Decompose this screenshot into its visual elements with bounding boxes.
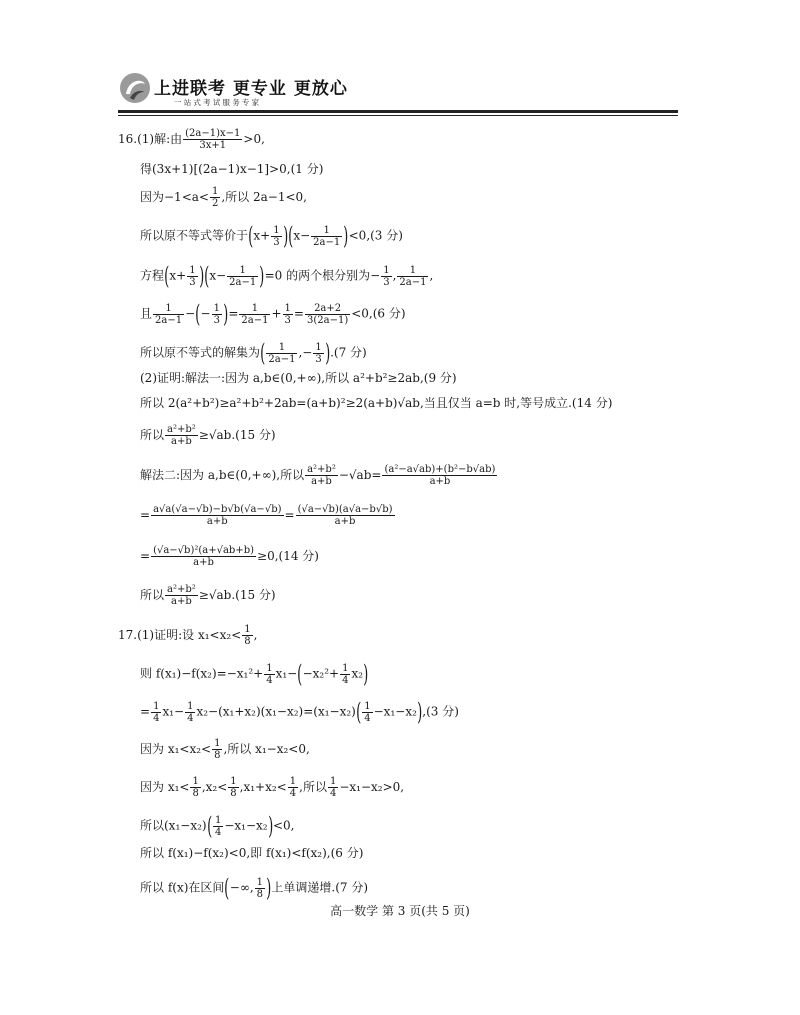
fraction xyxy=(296,504,395,527)
denominator: 3(2a−1) xyxy=(306,314,349,326)
text: −x₁−x₂ xyxy=(373,704,417,719)
denominator: 8 xyxy=(230,788,237,799)
p17-line-6: 所以(x₁−x₂)( $\frac{1}{4}$ −x₁−x₂)<0, xyxy=(140,812,295,840)
denominator: 8 xyxy=(256,888,264,900)
p16-line-12 xyxy=(140,504,396,527)
denominator: a+b xyxy=(382,475,497,487)
fraction xyxy=(227,265,258,288)
fraction xyxy=(288,776,298,799)
numerator: (√a−√b)(a√a−b√b) xyxy=(297,504,393,515)
p17-line-8: 所以 f(x)在区间(−∞, $\frac{1}{8}$ )上单调递增.(7 分) xyxy=(140,874,369,902)
numerator: 1 xyxy=(244,624,251,635)
p16-line-10 xyxy=(140,424,276,447)
numerator: 1 xyxy=(409,264,417,276)
fraction xyxy=(313,342,323,365)
numerator: 1 xyxy=(315,341,322,353)
numerator: 1 xyxy=(214,738,221,749)
header-rule-thin xyxy=(118,115,678,116)
denominator: a+b xyxy=(165,435,198,447)
text: =0 的两个根分别为− xyxy=(264,268,381,283)
denominator: 2a−1 xyxy=(241,314,269,326)
p16-line-1 xyxy=(118,128,265,151)
text: .(15 分) xyxy=(231,588,276,602)
fraction xyxy=(151,545,256,568)
text: = xyxy=(293,306,304,321)
numerator: 1 xyxy=(211,186,219,197)
text: ,当且仅当 a=b 时,等号成立.(14 分) xyxy=(419,396,613,410)
text: x− xyxy=(209,268,227,283)
text: 17.(1)证明:设 x₁<x₂< xyxy=(118,628,242,642)
fraction xyxy=(311,225,342,248)
p16-line-8 xyxy=(140,371,457,385)
brand-tagline: 一站式考试服务专家 xyxy=(174,98,262,107)
denominator: 4 xyxy=(364,712,371,724)
text: 所以 f(x)在区间 xyxy=(140,880,225,895)
page-header xyxy=(118,70,683,120)
text: 所以 xyxy=(140,428,165,442)
fraction xyxy=(382,464,497,487)
fraction xyxy=(271,225,281,248)
numerator: 1 xyxy=(213,302,220,314)
text: ≥ xyxy=(198,428,209,442)
numerator: 1 xyxy=(289,776,297,787)
text: x+ xyxy=(253,228,271,243)
denominator: 3 xyxy=(189,276,196,288)
denominator: a+b xyxy=(151,515,283,527)
text: 方程 xyxy=(140,268,165,283)
p16-line-5: 方程(x+ $\frac{1}{3}$ )(x− $\frac{1}{2a-1}$ )=0 的两个根分别为− $\frac{1}{3}$ , $\frac{1}{2a-1}$ , xyxy=(140,262,434,290)
text: −x₂²+ xyxy=(302,666,340,681)
p17-line-4 xyxy=(140,738,310,761)
numerator: 1 xyxy=(278,341,286,353)
p16-line-2 xyxy=(140,162,323,176)
text: ,所以 2a−1<0, xyxy=(221,190,307,204)
text: ,所以 xyxy=(299,780,327,794)
denominator: 3 xyxy=(284,314,291,326)
p17-line-7 xyxy=(140,846,363,860)
header-rule xyxy=(118,110,678,113)
numerator: 1 xyxy=(256,876,264,888)
text: − xyxy=(200,306,211,321)
text: 因为 x₁< xyxy=(140,780,190,794)
denominator: 2 xyxy=(211,198,219,209)
numerator: 2a+2 xyxy=(314,302,342,314)
denominator: 4 xyxy=(214,826,222,838)
text: √ab xyxy=(208,428,232,442)
text: 且 xyxy=(140,306,153,321)
numerator: 1 xyxy=(364,700,371,712)
denominator: 2a−1 xyxy=(399,276,427,288)
denominator: 4 xyxy=(329,788,337,799)
numerator: 1 xyxy=(342,662,349,674)
numerator: 1 xyxy=(165,302,172,314)
text: ,(3 分) xyxy=(422,704,459,719)
text: , xyxy=(253,628,258,642)
text: , xyxy=(392,268,397,283)
denominator: 2a−1 xyxy=(313,236,341,248)
p16-line-3 xyxy=(140,186,307,209)
fraction xyxy=(264,663,274,686)
fraction xyxy=(283,303,293,326)
fraction xyxy=(151,504,283,527)
numerator: 1 xyxy=(153,700,160,712)
fraction xyxy=(381,265,391,288)
text: 解法二:因为 a,b∈(0,+∞),所以 xyxy=(140,468,305,482)
text: 则 f(x₁)−f(x₂)=−x₁²+ xyxy=(140,666,264,681)
text: = xyxy=(140,704,151,719)
denominator: 4 xyxy=(266,674,273,686)
denominator: 2a−1 xyxy=(155,314,183,326)
numerator: a²+b² xyxy=(167,424,196,435)
denominator: 4 xyxy=(153,712,160,724)
numerator: a²+b² xyxy=(307,464,336,475)
numerator: 1 xyxy=(192,776,199,787)
numerator: 1 xyxy=(266,662,273,674)
numerator: 1 xyxy=(214,814,222,826)
fraction xyxy=(340,663,350,686)
text: −∞, xyxy=(229,880,254,895)
p17-line-2: 则 f(x₁)−f(x₂)=−x₁²+ $\frac{1}{4}$ x₁−(−x₂²+ $\frac{1}{4}$ x₂) xyxy=(140,660,369,688)
fraction xyxy=(212,303,222,326)
text: √ab xyxy=(348,468,372,482)
fraction xyxy=(165,424,198,447)
denominator: 4 xyxy=(289,788,297,799)
p16-line-9 xyxy=(140,396,612,410)
text: 16.(1)解:由 xyxy=(118,132,183,146)
p16-line-11 xyxy=(140,464,498,487)
page-footer: 高一数学 第 3 页(共 5 页) xyxy=(330,904,470,918)
text: = xyxy=(371,468,382,482)
fraction xyxy=(151,701,161,724)
text: <0, xyxy=(272,818,295,833)
text: ≥ xyxy=(198,588,209,602)
text: x₂ xyxy=(351,666,364,681)
fraction xyxy=(185,701,195,724)
fraction xyxy=(305,464,338,487)
fraction xyxy=(183,128,242,151)
fraction xyxy=(190,776,200,799)
text: − xyxy=(185,306,196,321)
text: −x₁−x₂>0, xyxy=(339,780,405,794)
text: x− xyxy=(293,228,311,243)
text: x+ xyxy=(169,268,187,283)
denominator: 3 xyxy=(273,236,280,248)
denominator: 3x+1 xyxy=(183,139,242,151)
text: , xyxy=(429,268,434,283)
denominator: 4 xyxy=(187,712,194,724)
text: √ab xyxy=(397,396,420,410)
denominator: 8 xyxy=(244,636,251,647)
denominator: 3 xyxy=(383,276,390,288)
fraction xyxy=(397,265,428,288)
denominator: a+b xyxy=(151,556,256,568)
denominator: 8 xyxy=(192,788,199,799)
text: −x₁−x₂ xyxy=(224,818,268,833)
p16-line-14 xyxy=(140,584,276,607)
text: 所以 2(a²+b²)≥a²+b²+2ab=(a+b)²≥2(a+b) xyxy=(140,396,398,410)
denominator: 2a−1 xyxy=(268,353,296,365)
fraction xyxy=(328,776,338,799)
denominator: 3 xyxy=(213,314,220,326)
p16-line-13 xyxy=(140,545,319,568)
numerator: 1 xyxy=(187,700,194,712)
numerator: a√a(√a−√b)−b√b(√a−√b) xyxy=(153,504,282,515)
text: <0,(3 分) xyxy=(348,228,403,243)
text: (2)证明:解法一:因为 a,b∈(0,+∞),所以 a²+b²≥2ab,(9 分) xyxy=(140,371,457,385)
denominator: a+b xyxy=(305,475,338,487)
text: 所以原不等式等价于 xyxy=(140,228,249,243)
text: 所以原不等式的解集为 xyxy=(140,345,261,360)
text: = xyxy=(228,306,239,321)
text: − xyxy=(338,468,349,482)
fraction xyxy=(228,776,238,799)
text: ,x₁+x₂< xyxy=(239,780,287,794)
numerator: 1 xyxy=(383,264,390,276)
numerator: (a²−a√ab)+(b²−b√ab) xyxy=(384,464,496,475)
denominator: 8 xyxy=(214,750,221,761)
text: .(15 分) xyxy=(231,428,276,442)
text: .(7 分) xyxy=(330,345,367,360)
numerator: 1 xyxy=(239,264,246,276)
denominator: 2a−1 xyxy=(229,276,257,288)
text: 因为−1<a< xyxy=(140,190,209,204)
fraction xyxy=(242,624,252,647)
numerator: (2a−1)x−1 xyxy=(185,128,241,139)
denominator: 4 xyxy=(342,674,349,686)
text: = xyxy=(140,508,151,522)
fraction xyxy=(239,303,270,326)
text: = xyxy=(284,508,295,522)
fraction xyxy=(187,265,197,288)
p16-line-4: 所以原不等式等价于(x+ $\frac{1}{3}$ )(x− $\frac{1}{2a-1}$ )<0,(3 分) xyxy=(140,222,403,250)
denominator: a+b xyxy=(296,515,395,527)
numerator: (√a−√b)²(a+√ab+b) xyxy=(153,545,255,556)
fraction xyxy=(213,815,223,838)
text: x₁− xyxy=(162,704,185,719)
text: 因为 x₁<x₂< xyxy=(140,742,212,756)
text: x₂−(x₁+x₂)(x₁−x₂)=(x₁−x₂) xyxy=(196,704,356,719)
fraction xyxy=(153,303,184,326)
p17-line-5 xyxy=(140,776,404,799)
p16-line-7: 所以原不等式的解集为( $\frac{1}{2a-1}$ ,− $\frac{1}{3}$ ).(7 分) xyxy=(140,339,367,367)
text: 所以 xyxy=(140,588,165,602)
fraction xyxy=(165,584,198,607)
fraction xyxy=(305,303,350,326)
text: ,x₂< xyxy=(201,780,228,794)
numerator: a²+b² xyxy=(167,584,196,595)
numerator: 1 xyxy=(329,776,337,787)
fraction xyxy=(255,877,265,900)
fraction xyxy=(212,738,222,761)
brand-slogan: 上进联考 更专业 更放心 xyxy=(154,79,348,99)
text: + xyxy=(271,306,282,321)
numerator: 1 xyxy=(230,776,237,787)
numerator: 1 xyxy=(323,224,330,236)
numerator: 1 xyxy=(273,224,280,236)
text: = xyxy=(140,549,151,563)
text: 所以(x₁−x₂) xyxy=(140,818,207,833)
logo-icon xyxy=(118,70,152,106)
numerator: 1 xyxy=(251,302,259,314)
fraction xyxy=(210,186,220,209)
p16-line-6: 且 $\frac{1}{2a-1}$ −(− $\frac{1}{3}$ )= $\frac{1}{2a-1}$ + $\frac{1}{3}$ = $\frac{2a+2}{3(2a-1)}$ <0,(6 分) xyxy=(140,300,406,328)
fraction xyxy=(362,701,372,724)
p17-line-3: = $\frac{1}{4}$ x₁− $\frac{1}{4}$ x₂−(x₁+x₂)(x₁−x₂)=(x₁−x₂)( $\frac{1}{4}$ −x₁−x₂),(3 分) xyxy=(140,698,459,726)
text: <0,(6 分) xyxy=(351,306,406,321)
text: √ab xyxy=(208,588,232,602)
text: 得(3x+1)[(2a−1)x−1]>0,(1 分) xyxy=(140,162,324,176)
text: >0, xyxy=(243,132,265,146)
text: x₁− xyxy=(275,666,298,681)
text: 所以 f(x₁)−f(x₂)<0,即 f(x₁)<f(x₂),(6 分) xyxy=(140,846,364,860)
fraction xyxy=(266,342,297,365)
p17-line-1 xyxy=(118,624,257,647)
denominator: a+b xyxy=(165,595,198,607)
numerator: 1 xyxy=(284,302,291,314)
numerator: 1 xyxy=(189,264,196,276)
text: 上单调递增.(7 分) xyxy=(271,880,369,895)
text: ,− xyxy=(298,345,313,360)
text: ≥0,(14 分) xyxy=(257,549,319,563)
text: ,所以 x₁−x₂<0, xyxy=(223,742,310,756)
denominator: 3 xyxy=(315,353,322,365)
